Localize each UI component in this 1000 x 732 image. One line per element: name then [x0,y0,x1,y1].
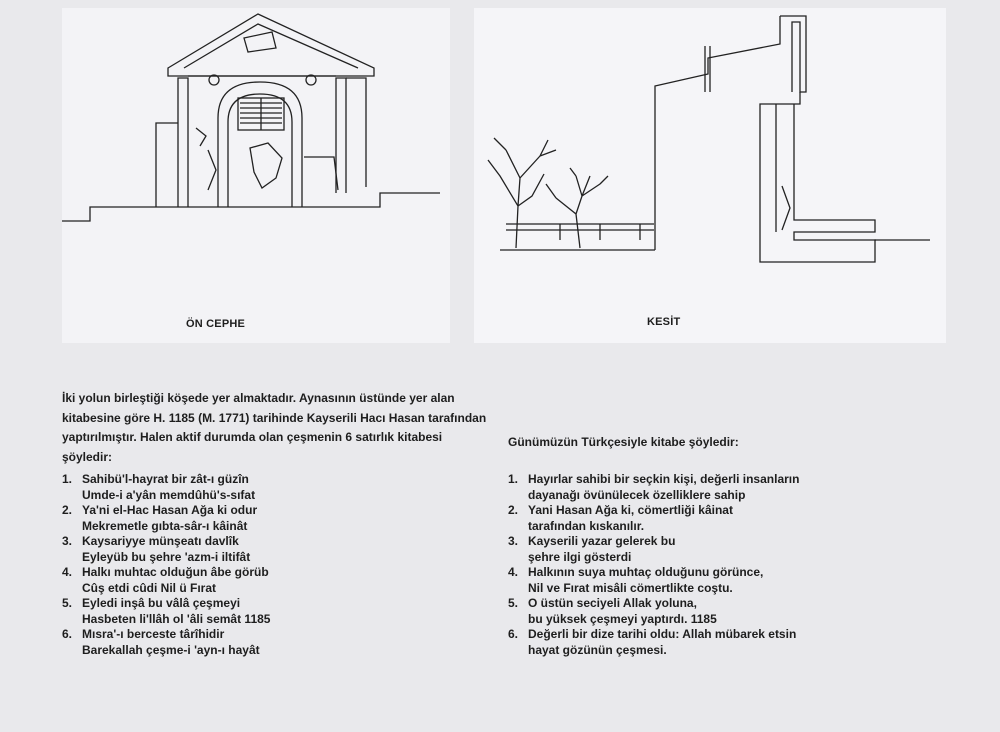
verse-line: Eyledi inşâ bu vâlâ çeşmeyi [82,596,241,610]
intro-paragraph [62,389,502,467]
verse-line: Nil ve Fırat misâli cömertlikte coştu. [528,580,733,595]
verse-number: 4. [62,565,73,579]
verse-number: 2. [62,503,73,517]
list-item [62,534,270,565]
verse-number: 6. [508,627,519,641]
verse-line: Kaysariyye münşeatı davlîk [82,534,239,548]
front-elevation-caption: ÖN CEPHE [186,318,246,330]
list-item [508,472,799,503]
verse-number: 5. [508,596,519,610]
verse-number: 1. [508,472,519,486]
verse-line: Cûş etdi cûdi Nil ü Fırat [82,580,217,595]
verse-line: Eyleyüb bu şehre 'azm-i iltifât [82,549,251,564]
verse-line: Halkının suya muhtaç olduğunu görünce, [528,565,764,579]
list-item [508,565,799,596]
intro-line: yaptırılmıştır. Halen aktif durumda olan çeşmenin 6 satırlık kitabesi [62,430,443,444]
verse-line: bu yüksek çeşmeyi yaptırdı. 1185 [528,611,717,626]
verse-line: Sahibü'l-hayrat bir zât-ı güzîn [82,472,249,486]
verse-line: hayat gözünün çeşmesi. [528,642,667,657]
verse-line: Ya'ni el-Hac Hasan Ağa ki odur [82,503,258,517]
verse-line: Barekallah çeşme-i 'ayn-ı hayât [82,642,260,657]
verse-line: şehre ilgi gösterdi [528,549,632,564]
verse-line: O üstün seciyeli Allak yoluna, [528,596,697,610]
inscription-modern-list [508,472,799,658]
verse-line: dayanağı övünülecek özelliklere sahip [528,487,746,502]
verse-number: 3. [62,534,73,548]
list-item [62,472,270,503]
list-item [62,503,270,534]
verse-number: 2. [508,503,519,517]
verse-line: Mekremetle gıbta-sâr-ı kâinât [82,518,248,533]
verse-line: Yani Hasan Ağa ki, cömertliği kâinat [528,503,733,517]
intro-line: kitabesine göre H. 1185 (M. 1771) tarihinde Kayserili Hacı Hasan tarafından [62,410,487,425]
verse-number: 3. [508,534,519,548]
list-item [62,596,270,627]
verse-line: Mısra'-ı berceste târîhidir [82,627,225,641]
section-caption: KESİT [647,316,681,328]
verse-line: tarafından kıskanılır. [528,518,645,533]
intro-line: İki yolun birleştiği köşede yer almaktadır. Aynasının üstünde yer alan [62,391,455,405]
verse-line: Değerli bir dize tarihi oldu: Allah mübarek etsin [528,627,797,641]
verse-number: 5. [62,596,73,610]
verse-line: Halkı muhtac olduğun âbe görüb [82,565,269,579]
translation-heading: Günümüzün Türkçesiyle kitabe şöyledir: [508,435,739,449]
verse-line: Hayırlar sahibi bir seçkin kişi, değerli insanların [528,472,800,486]
list-item [62,627,270,658]
list-item [508,627,799,658]
list-item [62,565,270,596]
verse-line: Hasbeten li'llâh ol 'âli semât 1185 [82,611,271,626]
list-item [508,534,799,565]
intro-line: şöyledir: [62,449,113,464]
verse-number: 1. [62,472,73,486]
list-item [508,596,799,627]
verse-number: 4. [508,565,519,579]
verse-number: 6. [62,627,73,641]
verse-line: Kayserili yazar gelerek bu [528,534,676,548]
list-item [508,503,799,534]
inscription-original-list [62,472,270,658]
verse-line: Umde-i a'yân memdûhü's-sıfat [82,487,256,502]
section-drawing [0,0,1000,300]
